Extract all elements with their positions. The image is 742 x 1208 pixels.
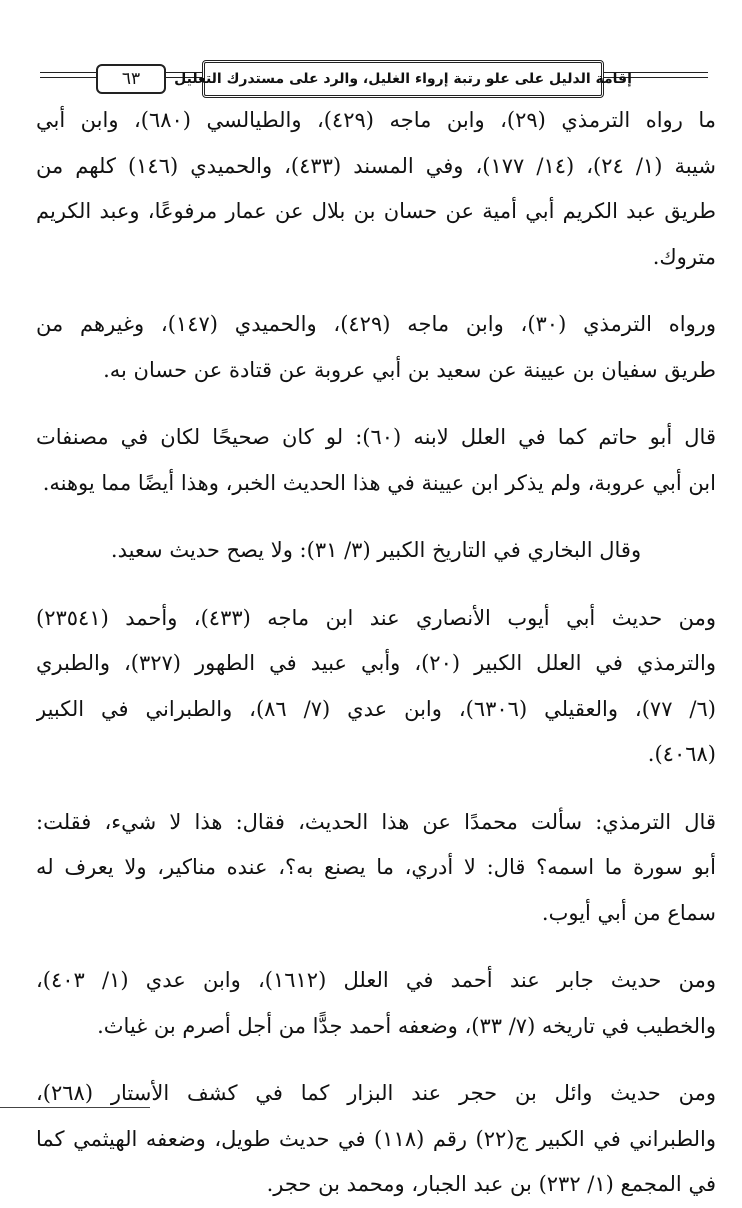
- text-line: ورواه الترمذي (٣٠)، وابن ماجه (٤٢٩)، والحميدي (١٤٧)، وغيرهم من: [36, 312, 716, 336]
- footer-rule: [0, 1107, 150, 1108]
- text-line: ومن حديث أبي أيوب الأنصاري عند ابن ماجه (٤٣٣)، وأحمد (٢٣٥٤١): [36, 605, 716, 630]
- text-line: في المجمع (١/ ٢٣٢) بن عبد الجبار، ومحمد بن حجر.: [266, 1172, 716, 1196]
- text-line: والترمذي في العلل الكبير (٢٠)، وأبي عبيد في الطهور (٣٢٧)، والطبري: [36, 651, 716, 675]
- text-line: قال الترمذي: سألت محمدًا عن هذا الحديث، فقال: هذا لا شيء، فقلت:: [36, 809, 716, 834]
- paragraph: [36, 1071, 716, 1208]
- text-line: متروك.: [652, 244, 716, 269]
- text-line: ومن حديث وائل بن حجر عند البزار كما في كشف الأستار (٢٦٨)،: [36, 1081, 716, 1105]
- paragraph: [36, 800, 716, 937]
- text-line: سماع من أبي أيوب.: [541, 900, 716, 925]
- paragraph: [36, 596, 716, 778]
- paragraph: [36, 415, 716, 506]
- paragraph: [36, 528, 716, 574]
- running-title: إقامة الدليل على علو رتبة إرواء الغليل، والرد على مستدرك التعليل: [202, 60, 604, 98]
- header-rule-left-bottom: [40, 77, 98, 78]
- text-line: ومن حديث جابر عند أحمد في العلل (١٦١٢)، وابن عدي (١/ ٤٠٣)،: [36, 968, 716, 992]
- text-line: ما رواه الترمذي (٢٩)، وابن ماجه (٤٢٩)، والطيالسي (٦٨٠)، وابن أبي: [36, 108, 716, 132]
- paragraph: [36, 302, 716, 393]
- page-number: ٦٣: [96, 64, 166, 94]
- text-line: طريق عبد الكريم أبي أمية عن حسان بن بلال عن عمار مرفوعًا، وعبد الكريم: [36, 199, 716, 223]
- paragraph: [36, 958, 716, 1049]
- text-line: أبو سورة ما اسمه؟ قال: لا أدري، ما يصنع به؟، عنده مناكير، ولا يعرف له: [36, 855, 716, 879]
- body-text: [36, 98, 716, 1208]
- text-line: (٤٠٦٨).: [647, 742, 716, 766]
- text-line: والطبراني في الكبير ج(٢٢) رقم (١١٨) في حديث طويل، وضعفه الهيثمي كما: [36, 1126, 716, 1151]
- text-line: (٦/ ٧٧)، والعقيلي (٦٣٠٦)، وابن عدي (٧/ ٨٦)، والطبراني في الكبير: [36, 696, 716, 721]
- text-line: والخطيب في تاريخه (٧/ ٣٣)، وضعفه أحمد جدًّا من أجل أصرم بن غياث.: [97, 1013, 716, 1038]
- header-rule-left-top: [40, 72, 98, 73]
- text-line: شيبة (١/ ٢٤)، (١٤/ ١٧٧)، وفي المسند (٤٣٣)، والحميدي (١٤٦) كلهم من: [36, 153, 716, 178]
- text-line: قال أبو حاتم كما في العلل لابنه (٦٠): لو كان صحيحًا لكان في مصنفات: [36, 425, 716, 449]
- text-line: طريق سفيان بن عيينة عن سعيد بن أبي عروبة عن قتادة عن حسان به.: [103, 357, 716, 382]
- text-line: وقال البخاري في التاريخ الكبير (٣/ ٣١): ولا يصح حديث سعيد.: [110, 538, 642, 562]
- paragraph: [36, 98, 716, 280]
- text-line: ابن أبي عروبة، ولم يذكر ابن عيينة في هذا الحديث الخبر، وهذا أيضًا مما يوهنه.: [42, 470, 716, 495]
- page-header: [40, 58, 710, 96]
